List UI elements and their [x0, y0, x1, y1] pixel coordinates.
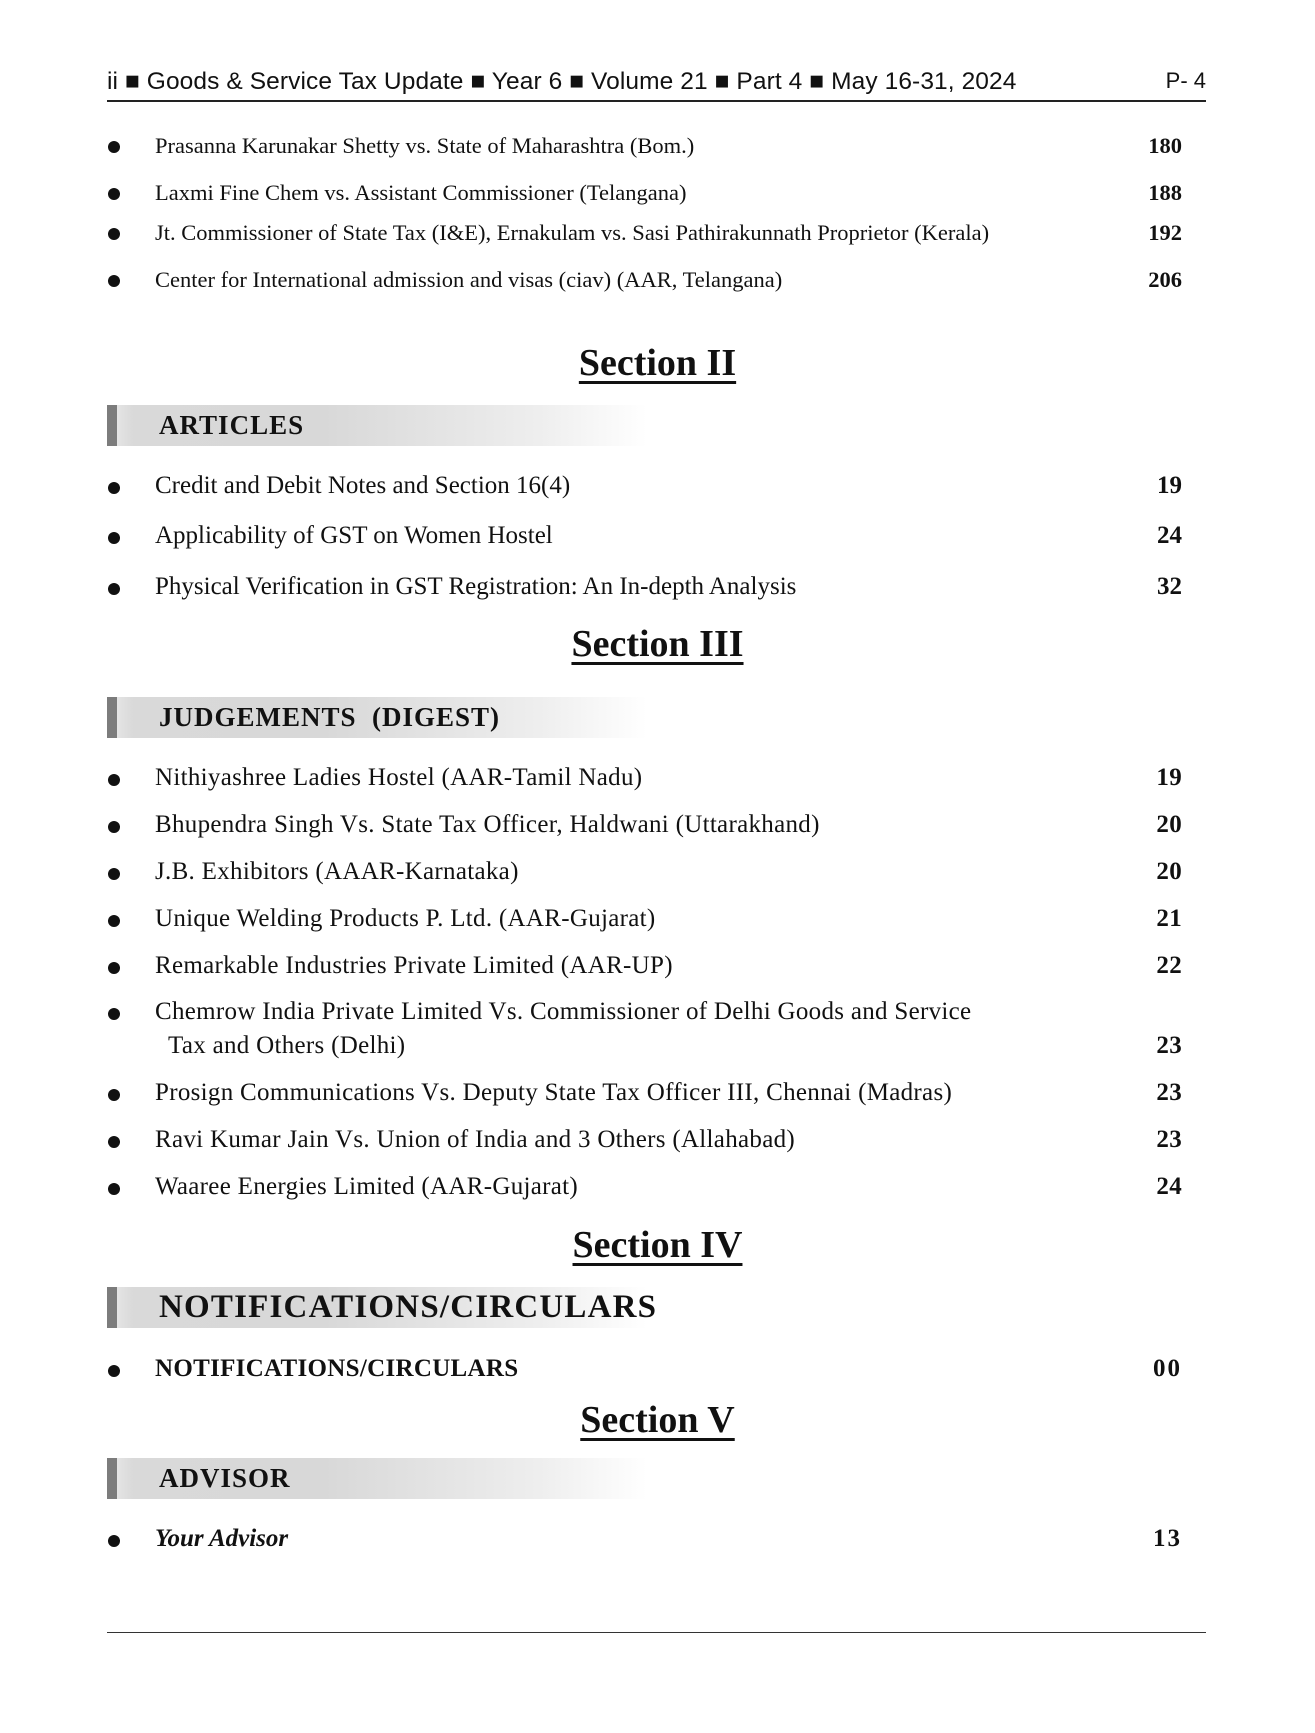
- judgements-band: [107, 697, 647, 738]
- entry-page: 19: [1156, 764, 1182, 791]
- bullet-icon: [108, 915, 120, 927]
- entry-title: Laxmi Fine Chem vs. Assistant Commissioner (Telangana): [155, 180, 687, 205]
- entry-page: 20: [1156, 858, 1182, 885]
- bullet-icon: [108, 228, 120, 240]
- entry-page: 32: [1157, 573, 1182, 600]
- toc-entry[interactable]: [0, 855, 1315, 889]
- entry-title: Bhupendra Singh Vs. State Tax Officer, Haldwani (Uttarakhand): [155, 811, 820, 838]
- entry-page: 23: [1156, 1079, 1182, 1106]
- toc-entry[interactable]: [0, 178, 1315, 208]
- entry-title: Chemrow India Private Limited Vs. Commissioner of Delhi Goods and Service: [155, 998, 972, 1025]
- entry-page: 21: [1156, 905, 1182, 932]
- toc-entry[interactable]: [0, 902, 1315, 936]
- entry-page: 00: [1153, 1355, 1182, 1382]
- entry-title: Applicability of GST on Women Hostel: [155, 522, 553, 549]
- entry-title: NOTIFICATIONS/CIRCULARS: [155, 1355, 519, 1382]
- bullet-icon: [108, 188, 120, 200]
- band-label: JUDGEMENTS (DIGEST): [159, 702, 501, 732]
- toc-entry[interactable]: [0, 995, 1315, 1063]
- toc-entry[interactable]: [0, 1076, 1315, 1110]
- bullet-icon: [108, 482, 120, 494]
- toc-entry[interactable]: [0, 519, 1315, 553]
- bullet-icon: [108, 1136, 120, 1148]
- bullet-icon: [108, 821, 120, 833]
- entry-title: J.B. Exhibitors (AAAR-Karnataka): [155, 858, 519, 885]
- entry-page: 206: [1148, 267, 1182, 292]
- toc-entry[interactable]: [0, 1522, 1315, 1556]
- entry-title: Remarkable Industries Private Limited (AAR-UP): [155, 952, 673, 979]
- entry-title-continued: Tax and Others (Delhi): [168, 1032, 406, 1059]
- advisor-band: [107, 1458, 647, 1499]
- entry-title: Unique Welding Products P. Ltd. (AAR-Gujarat): [155, 905, 656, 932]
- entry-page: 180: [1148, 133, 1182, 158]
- entry-page: 192: [1148, 220, 1182, 245]
- bullet-icon: [108, 1183, 120, 1195]
- entry-title: Prosign Communications Vs. Deputy State Tax Officer III, Chennai (Madras): [155, 1079, 953, 1106]
- section-iv-title: Section IV: [572, 1224, 743, 1266]
- entry-title: Credit and Debit Notes and Section 16(4): [155, 472, 571, 499]
- entry-title: Ravi Kumar Jain Vs. Union of India and 3 Others (Allahabad): [155, 1126, 796, 1153]
- entry-page: 20: [1156, 811, 1182, 838]
- entry-page: 22: [1156, 952, 1182, 979]
- running-head: ii ■ Goods & Service Tax Update ■ Year 6 ■ Volume 21 ■ Part 4 ■ May 16-31, 2024: [107, 68, 1017, 95]
- entry-title: Prasanna Karunakar Shetty vs. State of Maharashtra (Bom.): [155, 133, 695, 158]
- band-label: NOTIFICATIONS/CIRCULARS: [159, 1289, 658, 1325]
- toc-entry[interactable]: [0, 218, 1315, 248]
- entry-page: 19: [1157, 472, 1182, 499]
- toc-entry[interactable]: [0, 469, 1315, 503]
- entry-page: 13: [1153, 1525, 1182, 1552]
- entry-page: 24: [1156, 1173, 1182, 1200]
- entry-title: Your Advisor: [155, 1525, 289, 1552]
- entry-page: 23: [1156, 1032, 1182, 1059]
- articles-band: [107, 405, 647, 446]
- header-rule: [107, 100, 1206, 102]
- toc-entry[interactable]: [0, 1123, 1315, 1157]
- toc-entry[interactable]: [0, 1170, 1315, 1204]
- entry-page: 24: [1157, 522, 1182, 549]
- bullet-icon: [108, 141, 120, 153]
- toc-entry[interactable]: [0, 1352, 1315, 1386]
- page-label: P- 4: [1165, 68, 1206, 93]
- entry-title: Physical Verification in GST Registration: An In-depth Analysis: [155, 573, 797, 600]
- entry-title: Nithiyashree Ladies Hostel (AAR-Tamil Nadu): [155, 764, 643, 791]
- toc-entry[interactable]: [0, 131, 1315, 161]
- bullet-icon: [108, 962, 120, 974]
- entry-page: 188: [1148, 180, 1182, 205]
- bullet-icon: [108, 275, 120, 287]
- toc-entry[interactable]: [0, 265, 1315, 295]
- band-label: ARTICLES: [159, 410, 305, 440]
- bullet-icon: [108, 1089, 120, 1101]
- entry-title: Jt. Commissioner of State Tax (I&E), Ernakulam vs. Sasi Pathirakunnath Proprietor (Kerala): [155, 220, 990, 245]
- section-iii-title: Section III: [571, 623, 744, 665]
- section-v-title: Section V: [580, 1399, 735, 1441]
- entry-title: Waaree Energies Limited (AAR-Gujarat): [155, 1173, 579, 1200]
- toc-entry[interactable]: [0, 761, 1315, 795]
- toc-entry[interactable]: [0, 808, 1315, 842]
- bullet-icon: [108, 532, 120, 544]
- bullet-icon: [108, 868, 120, 880]
- bullet-icon: [108, 1365, 120, 1377]
- bullet-icon: [108, 774, 120, 786]
- bullet-icon: [108, 1008, 120, 1020]
- toc-entry[interactable]: [0, 570, 1315, 604]
- notifications-band: [107, 1287, 658, 1328]
- entry-page: 23: [1156, 1126, 1182, 1153]
- band-label: ADVISOR: [159, 1463, 291, 1493]
- bullet-icon: [108, 583, 120, 595]
- footer-rule: [107, 1632, 1206, 1633]
- bullet-icon: [108, 1535, 120, 1547]
- toc-entry[interactable]: [0, 949, 1315, 983]
- entry-title: Center for International admission and visas (ciav) (AAR, Telangana): [155, 267, 783, 292]
- section-ii-title: Section II: [578, 342, 737, 384]
